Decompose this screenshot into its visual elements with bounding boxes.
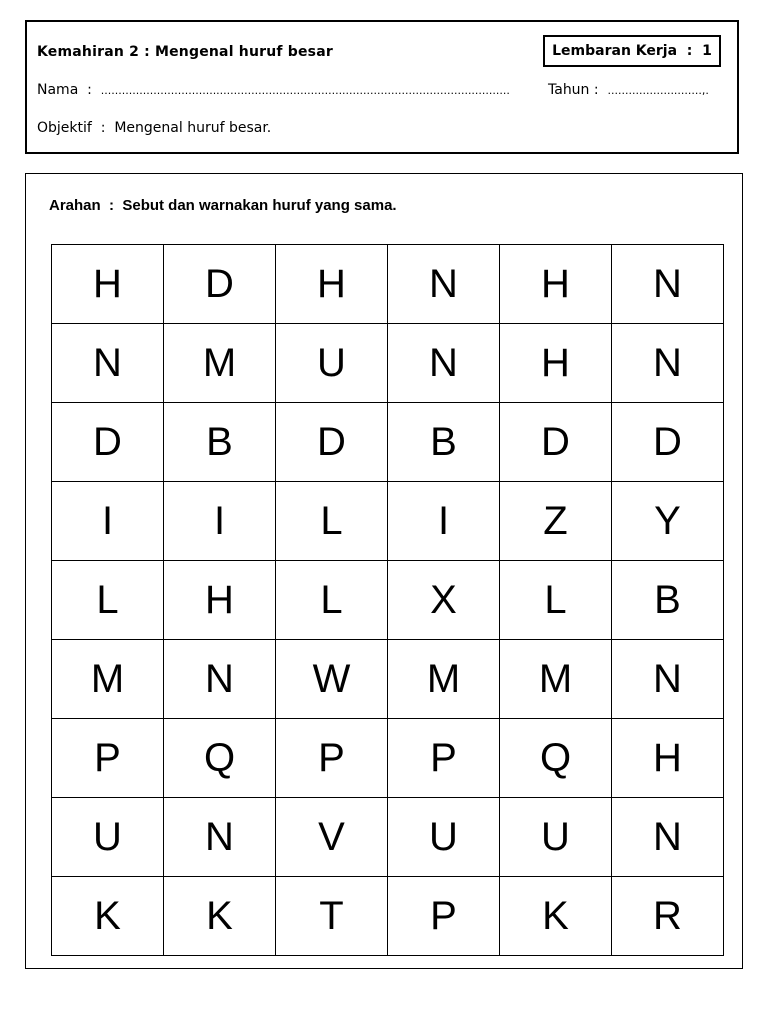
letter-cell[interactable]: R	[612, 877, 724, 956]
letter-cell[interactable]: K	[164, 877, 276, 956]
letter-cell[interactable]: V	[276, 798, 388, 877]
letter-cell[interactable]: P	[388, 877, 500, 956]
letter-cell[interactable]: U	[52, 798, 164, 877]
grid-row	[52, 640, 724, 719]
letter-cell[interactable]: K	[500, 877, 612, 956]
letter-cell[interactable]: N	[612, 245, 724, 324]
letter-cell[interactable]: B	[164, 403, 276, 482]
letter-cell[interactable]: N	[612, 640, 724, 719]
letter-cell[interactable]: H	[612, 719, 724, 798]
name-label: Nama :	[37, 82, 101, 98]
letter-cell[interactable]: L	[500, 561, 612, 640]
grid-row	[52, 798, 724, 877]
activity-area	[25, 173, 743, 969]
letter-cell[interactable]: D	[612, 403, 724, 482]
grid-row	[52, 403, 724, 482]
letter-cell[interactable]: Z	[500, 482, 612, 561]
letter-cell[interactable]: B	[612, 561, 724, 640]
letter-cell[interactable]: N	[388, 324, 500, 403]
letter-cell[interactable]: M	[388, 640, 500, 719]
letter-cell[interactable]: P	[276, 719, 388, 798]
year-line[interactable]: ...........................,.	[607, 84, 709, 97]
grid-row	[52, 719, 724, 798]
letter-cell[interactable]: D	[276, 403, 388, 482]
letter-cell[interactable]: N	[612, 324, 724, 403]
letter-cell[interactable]: Q	[164, 719, 276, 798]
letter-cell[interactable]: Q	[500, 719, 612, 798]
year-label: Tahun :	[548, 82, 608, 98]
skill-title: Kemahiran 2 : Mengenal huruf besar	[37, 44, 333, 60]
letter-cell[interactable]: I	[388, 482, 500, 561]
letter-cell[interactable]: L	[52, 561, 164, 640]
letter-cell[interactable]: U	[276, 324, 388, 403]
letter-cell[interactable]: T	[276, 877, 388, 956]
letter-cell[interactable]: N	[52, 324, 164, 403]
letter-cell[interactable]: N	[164, 798, 276, 877]
letter-cell[interactable]: L	[276, 561, 388, 640]
letter-cell[interactable]: U	[500, 798, 612, 877]
letter-cell[interactable]: M	[164, 324, 276, 403]
letter-cell[interactable]: H	[52, 245, 164, 324]
letter-cell[interactable]: I	[164, 482, 276, 561]
name-line[interactable]: .....................................................................................................................	[100, 84, 510, 97]
grid-row	[52, 877, 724, 956]
letter-cell[interactable]: P	[52, 719, 164, 798]
letter-cell[interactable]: L	[276, 482, 388, 561]
grid-row	[52, 482, 724, 561]
letter-cell[interactable]: D	[500, 403, 612, 482]
letter-cell[interactable]: W	[276, 640, 388, 719]
letter-cell[interactable]: H	[164, 561, 276, 640]
worksheet-number-box: Lembaran Kerja : 1	[543, 35, 721, 67]
letter-cell[interactable]: N	[164, 640, 276, 719]
letter-grid	[51, 244, 724, 956]
letter-cell[interactable]: H	[500, 324, 612, 403]
grid-row	[52, 245, 724, 324]
letter-cell[interactable]: D	[164, 245, 276, 324]
letter-cell[interactable]: P	[388, 719, 500, 798]
letter-cell[interactable]: B	[388, 403, 500, 482]
grid-row	[52, 324, 724, 403]
letter-cell[interactable]: H	[276, 245, 388, 324]
letter-cell[interactable]: U	[388, 798, 500, 877]
letter-cell[interactable]: H	[500, 245, 612, 324]
letter-cell[interactable]: I	[52, 482, 164, 561]
year-field[interactable]	[548, 82, 709, 98]
letter-cell[interactable]: Y	[612, 482, 724, 561]
worksheet-header	[25, 20, 739, 154]
letter-cell[interactable]: K	[52, 877, 164, 956]
letter-cell[interactable]: M	[500, 640, 612, 719]
grid-row	[52, 561, 724, 640]
instruction-text: Arahan : Sebut dan warnakan huruf yang sama.	[49, 197, 397, 214]
letter-cell[interactable]: X	[388, 561, 500, 640]
name-field[interactable]	[37, 82, 510, 98]
letter-cell[interactable]: M	[52, 640, 164, 719]
letter-cell[interactable]: N	[388, 245, 500, 324]
objective-text: Objektif : Mengenal huruf besar.	[37, 120, 272, 136]
letter-cell[interactable]: N	[612, 798, 724, 877]
letter-cell[interactable]: D	[52, 403, 164, 482]
